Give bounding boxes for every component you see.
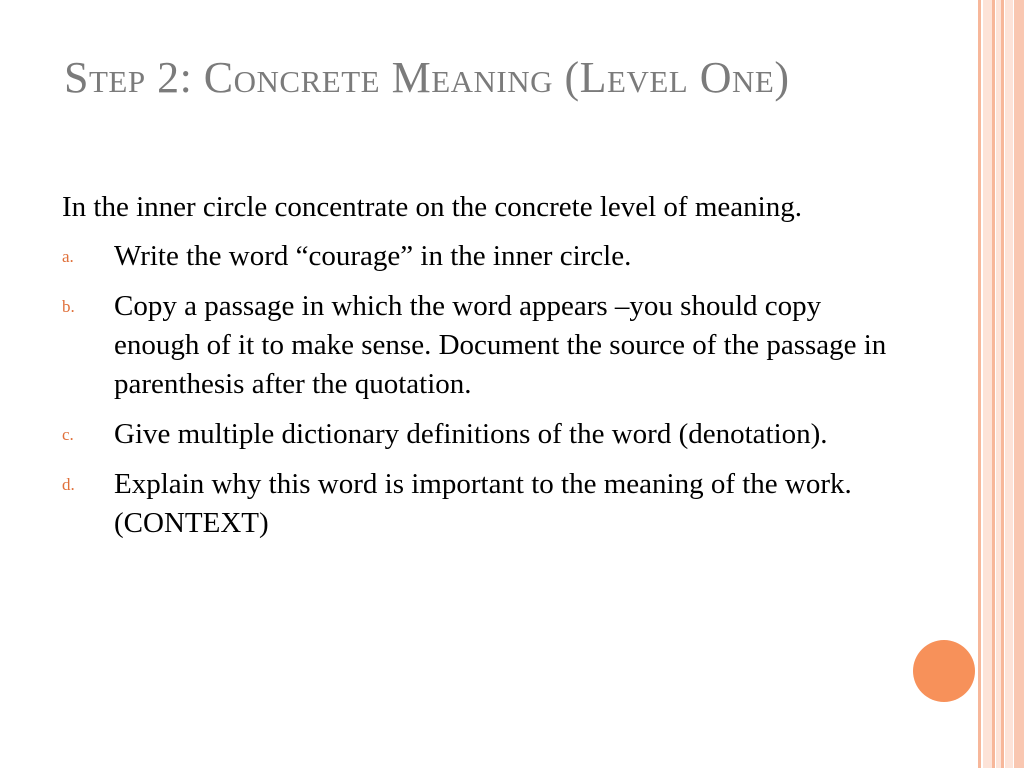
slide-body bbox=[62, 188, 902, 554]
list-marker: c. bbox=[62, 425, 74, 444]
decorative-stripe bbox=[1001, 0, 1004, 768]
list-item-text: Explain why this word is important to the meaning of the work. (CONTEXT) bbox=[114, 468, 852, 539]
list-item-text: Write the word “courage” in the inner circle. bbox=[114, 240, 632, 272]
decorative-stripe bbox=[978, 0, 981, 768]
list-item-text: Copy a passage in which the word appears –you should copy enough of it to make sense. Document the source of the passage in parenthesis after the quotation. bbox=[114, 290, 887, 400]
slide-title: Step 2: Concrete Meaning (Level One) bbox=[64, 53, 790, 102]
decorative-stripe bbox=[1005, 0, 1013, 768]
list-marker: b. bbox=[62, 297, 75, 316]
list-item bbox=[62, 465, 902, 543]
intro-paragraph: In the inner circle concentrate on the concrete level of meaning. bbox=[62, 191, 802, 223]
list-item-text: Give multiple dictionary definitions of the word (denotation). bbox=[114, 418, 828, 450]
list-item bbox=[62, 287, 902, 404]
list-item bbox=[62, 237, 902, 276]
decorative-stripe bbox=[992, 0, 995, 768]
accent-circle bbox=[913, 640, 975, 702]
list-marker: a. bbox=[62, 247, 74, 266]
decorative-stripe bbox=[983, 0, 992, 768]
decorative-stripe bbox=[1014, 0, 1024, 768]
list-item bbox=[62, 415, 902, 454]
list-marker: d. bbox=[62, 475, 75, 494]
